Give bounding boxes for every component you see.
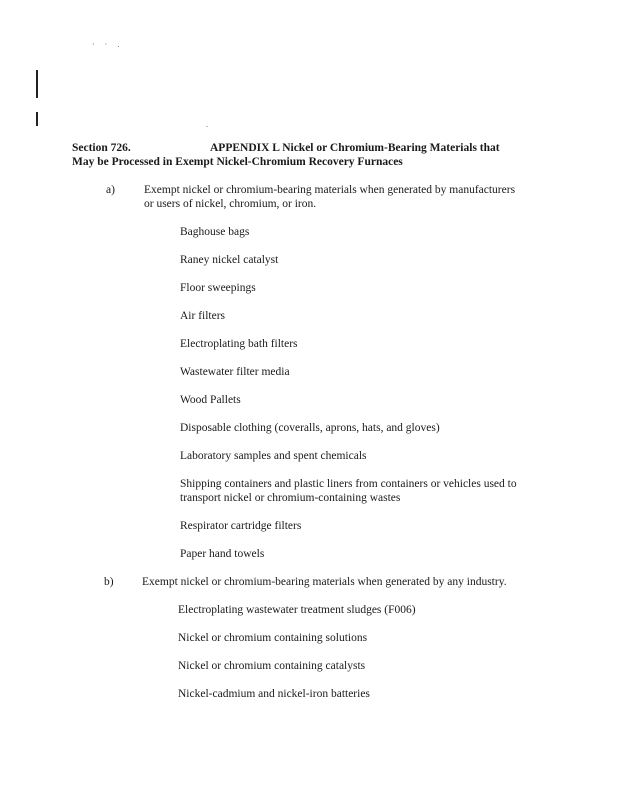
list-item: Nickel-cadmium and nickel-iron batteries	[178, 688, 370, 700]
part-a-intro-line-2: or users of nickel, chromium, or iron.	[144, 198, 317, 210]
list-item: Wood Pallets	[180, 394, 241, 406]
list-item: Nickel or chromium containing catalysts	[178, 660, 366, 672]
part-b-marker: b)	[104, 576, 114, 588]
list-item: Air filters	[180, 310, 226, 322]
list-item: Nickel or chromium containing solutions	[178, 632, 368, 644]
list-item: Raney nickel catalyst	[180, 254, 279, 266]
list-item: Disposable clothing (coveralls, aprons, hats, and gloves)	[180, 422, 440, 434]
list-item: Laboratory samples and spent chemicals	[180, 450, 367, 462]
part-b-intro: Exempt nickel or chromium-bearing materials when generated by any industry.	[142, 576, 507, 588]
list-item: Wastewater filter media	[180, 366, 290, 378]
list-item: Baghouse bags	[180, 226, 250, 238]
appendix-title: APPENDIX L Nickel or Chromium-Bearing Materials that	[210, 142, 500, 154]
margin-mark	[36, 112, 38, 126]
part-a-marker: a)	[106, 184, 115, 196]
list-item: Electroplating bath filters	[180, 338, 298, 350]
section-heading-line-2: May be Processed in Exempt Nickel-Chromium Recovery Furnaces	[72, 156, 403, 168]
part-a-intro: Exempt nickel or chromium-bearing materials when generated by manufacturers	[144, 184, 516, 196]
page-mark: .	[206, 120, 208, 129]
list-item: Floor sweepings	[180, 282, 256, 294]
list-item: Electroplating wastewater treatment sludges (F006)	[178, 604, 416, 616]
section-number: Section 726.	[72, 142, 131, 154]
section-heading	[72, 142, 500, 154]
list-item: Shipping containers and plastic liners from containers or vehicles used to	[180, 478, 517, 490]
list-item-continuation: transport nickel or chromium-containing wastes	[180, 492, 401, 504]
scan-specks: · · .	[92, 40, 124, 49]
list-item: Paper hand towels	[180, 548, 265, 560]
list-item: Respirator cartridge filters	[180, 520, 302, 532]
margin-mark	[36, 70, 38, 98]
